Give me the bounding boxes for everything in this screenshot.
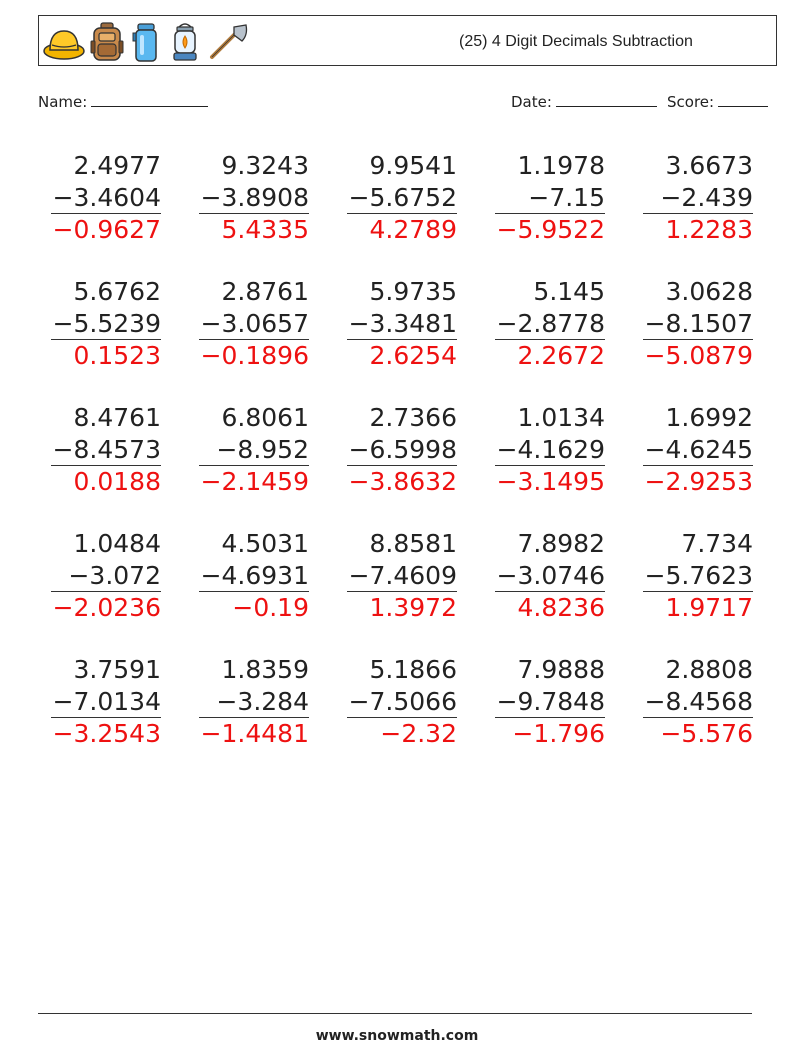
problem	[643, 276, 753, 372]
minuend: 7.8982	[517, 529, 605, 558]
subtrahend: −7.5066	[348, 687, 457, 716]
lantern-icon	[167, 21, 203, 63]
subtrahend: −7.0134	[52, 687, 161, 716]
answer: −3.2543	[52, 719, 161, 748]
icon-strip	[42, 21, 252, 63]
answer: −0.9627	[52, 215, 161, 244]
problem	[347, 528, 457, 624]
minuend: 1.0134	[517, 403, 605, 432]
answer: 2.6254	[369, 341, 457, 370]
problem	[495, 402, 605, 498]
minuend: 4.5031	[221, 529, 309, 558]
minuend: 6.8061	[221, 403, 309, 432]
problem	[199, 150, 309, 246]
name-field	[38, 92, 208, 111]
problem	[199, 654, 309, 750]
problem	[199, 402, 309, 498]
header-box	[38, 15, 777, 66]
minuend: 1.8359	[221, 655, 309, 684]
answer: 5.4335	[221, 215, 309, 244]
answer: 0.1523	[73, 341, 161, 370]
answer: −3.1495	[496, 467, 605, 496]
answer: −5.576	[660, 719, 753, 748]
answer: −1.796	[512, 719, 605, 748]
axe-icon	[206, 21, 252, 63]
subtrahend: −2.439	[643, 182, 753, 214]
problem	[495, 654, 605, 750]
subtrahend: −3.3481	[348, 309, 457, 338]
worksheet-title: (25) 4 Digit Decimals Subtraction	[459, 33, 693, 50]
subtrahend: −4.1629	[496, 435, 605, 464]
problem	[643, 654, 753, 750]
minuend: 5.1866	[369, 655, 457, 684]
problem	[51, 276, 161, 372]
problem	[643, 528, 753, 624]
problem	[51, 654, 161, 750]
problem	[643, 402, 753, 498]
footer-divider	[38, 1013, 752, 1014]
minuend: 2.8808	[665, 655, 753, 684]
answer: 0.0188	[73, 467, 161, 496]
minuend: 2.8761	[221, 277, 309, 306]
answer: 4.2789	[369, 215, 457, 244]
answer: −2.1459	[200, 467, 309, 496]
name-label: Name:	[38, 93, 88, 111]
problem	[199, 528, 309, 624]
answer: −3.8632	[348, 467, 457, 496]
problem	[347, 654, 457, 750]
hat-icon	[42, 21, 86, 63]
minuend: 5.9735	[369, 277, 457, 306]
minuend: 1.1978	[517, 151, 605, 180]
problem	[495, 150, 605, 246]
answer: −2.32	[380, 719, 457, 748]
problem	[199, 276, 309, 372]
date-label: Date:	[511, 93, 552, 111]
subtrahend: −4.6245	[644, 435, 753, 464]
answer: 1.9717	[665, 593, 753, 622]
minuend: 5.6762	[73, 277, 161, 306]
problem	[51, 528, 161, 624]
subtrahend: −3.0657	[200, 309, 309, 338]
minuend: 8.8581	[369, 529, 457, 558]
name-blank[interactable]	[91, 92, 208, 107]
problem	[347, 402, 457, 498]
minuend: 3.6673	[665, 151, 753, 180]
answer: 1.3972	[369, 593, 457, 622]
minuend: 2.4977	[73, 151, 161, 180]
problem	[495, 528, 605, 624]
subtrahend: −8.4568	[644, 687, 753, 716]
subtrahend: −9.7848	[496, 687, 605, 716]
answer: 2.2672	[517, 341, 605, 370]
subtrahend: −8.1507	[644, 309, 753, 338]
problem	[51, 402, 161, 498]
score-field	[667, 92, 768, 111]
problem	[643, 150, 753, 246]
subtrahend: −6.5998	[348, 435, 457, 464]
problem	[495, 276, 605, 372]
backpack-icon	[89, 21, 125, 63]
problem	[347, 150, 457, 246]
minuend: 9.9541	[369, 151, 457, 180]
subtrahend: −4.6931	[200, 561, 309, 590]
subtrahend: −5.5239	[52, 309, 161, 338]
subtrahend: −3.4604	[52, 183, 161, 212]
answer: −5.9522	[496, 215, 605, 244]
answer: 1.2283	[665, 215, 753, 244]
subtrahend: −5.7623	[644, 561, 753, 590]
score-label: Score:	[667, 93, 715, 111]
subtrahend: −8.4573	[52, 435, 161, 464]
subtrahend: −8.952	[199, 434, 309, 466]
subtrahend: −3.8908	[200, 183, 309, 212]
subtrahend: −7.4609	[348, 561, 457, 590]
minuend: 7.9888	[517, 655, 605, 684]
answer: −1.4481	[200, 719, 309, 748]
answer: −5.0879	[644, 341, 753, 370]
minuend: 3.7591	[73, 655, 161, 684]
answer: −0.19	[232, 593, 309, 622]
subtrahend: −3.284	[199, 686, 309, 718]
answer: −0.1896	[200, 341, 309, 370]
minuend: 9.3243	[221, 151, 309, 180]
subtrahend: −3.0746	[496, 561, 605, 590]
answer: 4.8236	[517, 593, 605, 622]
minuend: 3.0628	[665, 277, 753, 306]
subtrahend: −5.6752	[348, 183, 457, 212]
score-blank[interactable]	[718, 92, 768, 107]
subtrahend: −7.15	[495, 182, 605, 214]
answer: −2.9253	[644, 467, 753, 496]
date-blank[interactable]	[556, 92, 657, 107]
minuend: 8.4761	[73, 403, 161, 432]
subtrahend: −3.072	[51, 560, 161, 592]
footer-site[interactable]: www.snowmath.com	[315, 1028, 479, 1044]
minuend: 1.6992	[665, 403, 753, 432]
answer: −2.0236	[52, 593, 161, 622]
subtrahend: −2.8778	[496, 309, 605, 338]
problem	[347, 276, 457, 372]
minuend: 2.7366	[369, 403, 457, 432]
date-field	[511, 92, 657, 111]
problem	[51, 150, 161, 246]
minuend: 5.145	[533, 277, 605, 306]
minuend: 7.734	[681, 529, 753, 558]
minuend: 1.0484	[73, 529, 161, 558]
thermos-icon	[128, 21, 164, 63]
